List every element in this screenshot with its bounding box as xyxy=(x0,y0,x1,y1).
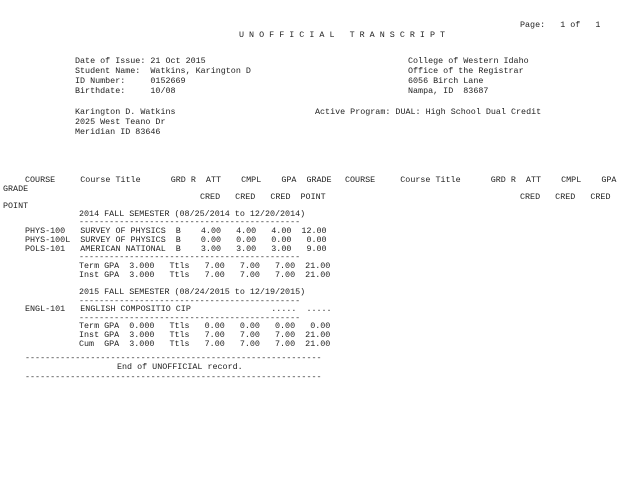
column-header-grade-wrap: GRADE xyxy=(3,184,29,194)
birthdate: Birthdate: 10/08 xyxy=(75,86,176,96)
id-number: ID Number: 0152669 xyxy=(75,76,186,86)
page-number: Page: 1 of 1 xyxy=(520,20,601,30)
end-of-record-note: End of UNOFFICIAL record. xyxy=(117,362,243,372)
institution-street: 6056 Birch Lane xyxy=(408,76,484,86)
column-headers-left: COURSE Course Title GRD R ATT CMPL GPA GRADE xyxy=(25,175,332,185)
inst-gpa-row: Inst GPA 3.000 Ttls 7.00 7.00 7.00 21.00 xyxy=(79,330,331,340)
mailing-name: Karington D. Watkins xyxy=(75,107,176,117)
cum-gpa-row: Cum GPA 3.000 Ttls 7.00 7.00 7.00 21.00 xyxy=(79,339,331,349)
column-headers-right-row2: CRED CRED CRED xyxy=(520,192,611,202)
column-header-point-wrap: POINT xyxy=(3,201,29,211)
inst-gpa-row: Inst GPA 3.000 Ttls 7.00 7.00 7.00 21.00 xyxy=(79,270,331,280)
footer-rule-bottom: ----------------------------------------------------------- xyxy=(25,372,322,382)
mailing-city: Meridian ID 83646 xyxy=(75,127,161,137)
mailing-street: 2025 West Teano Dr xyxy=(75,117,166,127)
term-title: 2015 FALL SEMESTER (08/24/2015 to 12/19/2015) xyxy=(79,287,306,297)
column-headers-right: COURSE Course Title GRD R ATT CMPL GPA xyxy=(345,175,617,185)
term-divider: -------------------------------------------- xyxy=(79,252,301,262)
course-row: POLS-101 AMERICAN NATIONAL B 3.00 3.00 3.00 9.00 xyxy=(25,244,327,254)
course-row: ENGL-101 ENGLISH COMPOSITIO CIP ..... ..... xyxy=(25,304,332,314)
active-program: Active Program: DUAL: High School Dual Credit xyxy=(315,107,542,117)
date-of-issue: Date of Issue: 21 Oct 2015 xyxy=(75,56,206,66)
document-title: U N O F F I C I A L T R A N S C R I P T xyxy=(239,30,446,40)
course-row: PHYS-100L SURVEY OF PHYSICS B 0.00 0.00 0.00 0.00 xyxy=(25,235,327,245)
term-title: 2014 FALL SEMESTER (08/25/2014 to 12/20/2014) xyxy=(79,209,306,219)
column-headers-left-row2: CRED CRED CRED POINT xyxy=(200,192,326,202)
term-gpa-row: Term GPA 3.000 Ttls 7.00 7.00 7.00 21.00 xyxy=(79,261,331,271)
term-gpa-row: Term GPA 0.000 Ttls 0.00 0.00 0.00 0.00 xyxy=(79,321,331,331)
term-divider: -------------------------------------------- xyxy=(79,217,301,227)
course-row: PHYS-100 SURVEY OF PHYSICS B 4.00 4.00 4.00 12.00 xyxy=(25,226,327,236)
student-name: Student Name: Watkins, Karington D xyxy=(75,66,251,76)
institution-city: Nampa, ID 83687 xyxy=(408,86,489,96)
institution-name: College of Western Idaho xyxy=(408,56,529,66)
term-divider: -------------------------------------------- xyxy=(79,313,301,323)
institution-office: Office of the Registrar xyxy=(408,66,524,76)
term-divider: -------------------------------------------- xyxy=(79,296,301,306)
footer-rule-top: ----------------------------------------------------------- xyxy=(25,353,322,363)
